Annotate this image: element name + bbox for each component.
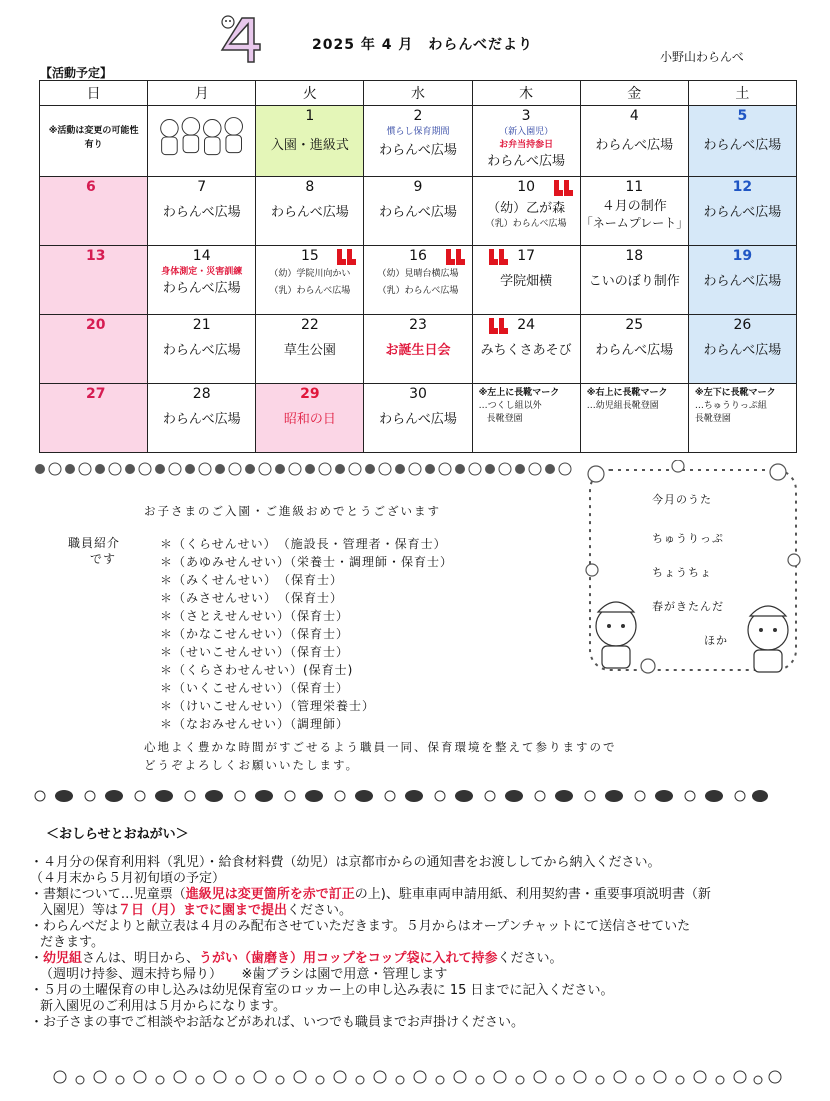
day-number: 7 [197,179,207,195]
notice-line [30,951,563,967]
day-event: お誕生日会 [385,343,451,358]
staff-item: ＊（かなこせんせい）（保育士） [160,627,350,641]
section-label: 【活動予定】 [40,66,113,80]
calendar-note: ※活動は変更の可能性有り [48,126,139,150]
day-cell-29 [256,384,364,453]
notice-line: （４月末から５月初旬頃の予定） [30,871,226,886]
greeting-text: お子さまのご入園・ご進級おめでとうございます [144,504,441,518]
closing-message [144,738,617,774]
day-cell-7 [148,177,256,246]
staff-item: ＊（あゆみせんせい）（栄養士・調理師・保育士） [160,555,454,569]
day-number: 11 [625,179,644,195]
day-event: （幼）学院川向かい [269,269,351,279]
day-number: 28 [192,386,211,402]
legend-text: ※右上に長靴マーク [586,388,668,398]
day-number: 3 [521,108,531,124]
day-cell-12 [688,177,796,246]
day-cell-13 [40,246,148,315]
legend-text: 長靴登園 [486,414,523,424]
legend-text: …ちゅうりっぷ組 [694,401,767,411]
notice-text: の上)、駐車車両申請用紙、利用契約書・重要事項説明書（新 [354,887,711,902]
notice-line: （週明け持参、週末持ち帰り） ※歯ブラシは園で用意・管理します [40,967,448,982]
notice-text: 入園児）等は [40,903,119,918]
day-event: わらんべ広場 [379,412,457,427]
day-number: 22 [300,317,319,333]
weekday-fri: 金 [580,81,688,106]
week-4 [40,315,797,384]
day-cell-8 [256,177,364,246]
notices-title: ＜おしらせとおねがい＞ [46,827,189,842]
day-cell-14 [148,246,256,315]
notice-text: ください。 [497,951,563,966]
day-number: 27 [86,386,106,402]
legend-cell-1 [472,384,580,453]
day-cell-28 [148,384,256,453]
day-event: わらんべ広場 [379,205,457,220]
organization-name: 小野山わらんべ [660,50,744,64]
day-event: 入園・進級式 [270,138,349,153]
day-event: （幼）見晴台横広場 [377,269,459,279]
day-number: 10 [517,179,536,195]
day-number: 13 [86,248,106,264]
notice-text: ・ [30,951,44,966]
boot-icon [487,317,509,335]
day-cell-16 [364,246,472,315]
notice-line [40,903,352,919]
day-cell-17 [472,246,580,315]
day-event: みちくさあそび [480,343,572,358]
day-event: わらんべ広場 [703,274,782,289]
weekday-wed: 水 [364,81,472,106]
day-number: 9 [413,179,423,195]
day-cell-6 [40,177,148,246]
legend-text: ※左下に長靴マーク [694,388,776,398]
staff-item: ＊（くらせんせい） （施設長・管理者・保育士） [160,537,447,551]
day-cell-11 [580,177,688,246]
day-number: 23 [409,317,427,333]
weekday-sat: 土 [688,81,796,106]
day-cell-27 [40,384,148,453]
day-event-sub: （乳）わらんべ広場 [485,219,567,229]
day-event: わらんべ広場 [595,138,674,153]
week-3 [40,246,797,315]
song-title: 今月のうた [652,493,712,506]
closing-line: どうぞよろしくお願いいたします。 [144,758,360,772]
day-cell-20 [40,315,148,384]
day-event: ４月の制作 [601,199,667,214]
week-5 [40,384,797,453]
notice-line: ・４月分の保育利用料（乳児）・給食材料費（幼児）は京都市からの通知書をお渡ししてから納入ください。 [30,855,661,870]
staff-intro-line: 職員紹介 [68,536,121,550]
day-number: 21 [192,317,211,333]
week-2 [40,177,797,246]
day-event: こいのぼり制作 [588,274,680,289]
boot-icon [487,248,509,266]
day-event-sub: （新入園児） [499,127,554,137]
day-event-sub2: お弁当持参日 [499,140,554,150]
day-event-sub: 慣らし保育期間 [386,127,450,137]
day-cell-21 [148,315,256,384]
day-event: 昭和の日 [283,412,336,427]
day-event-sub: 身体測定・災害訓練 [161,267,243,277]
day-number: 24 [517,317,536,333]
week-1 [40,106,797,177]
day-number: 19 [732,248,753,264]
page-title: 2025 年 4 月 わらんべだより [312,37,534,53]
day-number: 2 [413,108,423,124]
notice-line: ・お子さまの事でご相談やお話などがあれば、いつでも職員までお声掛けください。 [30,1015,525,1030]
notice-emphasis: 幼児組 [43,951,83,966]
day-cell-5 [688,106,796,177]
legend-cell-2 [580,384,688,453]
notice-line: ・５月の土曜保育の申し込みは幼児保育室のロッカー上の申し込み表に 15 日までに記入ください。 [30,983,614,998]
day-number: 14 [192,248,211,264]
song-line: ほか [704,634,728,647]
day-number: 18 [625,248,644,264]
day-cell-4 [580,106,688,177]
weekday-tue: 火 [256,81,364,106]
day-event: わらんべ広場 [162,343,241,358]
staff-intro-line: です [90,552,117,566]
day-number: 20 [86,317,106,333]
day-cell-1 [256,106,364,177]
flower-divider [30,458,580,480]
children-illustration [148,106,255,172]
day-cell-23 [364,315,472,384]
song-line: 春がきたんだ [652,600,724,613]
day-event: わらんべ広場 [703,205,782,220]
day-number: 17 [517,248,536,264]
day-number: 8 [305,179,315,195]
legend-text: ※左上に長靴マーク [478,388,560,398]
day-number: 26 [733,317,752,333]
day-number: 15 [300,248,319,264]
illustration-cell [148,106,256,177]
notice-emphasis: うがい（歯磨き）用コップをコップ袋に入れて持参 [199,951,498,966]
day-cell-19 [688,246,796,315]
staff-intro-label [68,535,120,567]
activity-calendar [39,80,797,453]
day-event: わらんべ広場 [162,412,241,427]
song-line: ちょうちょ [652,566,712,579]
notice-text: ・書類について…児童票（ [30,887,186,902]
weekday-thu: 木 [472,81,580,106]
notice-line: だきます。 [40,935,104,950]
day-event: （幼）乙が森 [487,201,566,216]
staff-item: ＊（みさせんせい） （保育士） [160,591,344,605]
day-cell-2 [364,106,472,177]
day-cell-26 [688,315,796,384]
day-cell-24 [472,315,580,384]
staff-item: ＊（さとえせんせい）（保育士） [160,609,350,623]
day-number: 30 [409,386,427,402]
notice-emphasis: ７日（月）までに園まで提出 [118,903,288,918]
day-event: 草生公園 [283,343,336,358]
big-four-decoration [212,10,262,70]
day-number: 29 [300,386,320,402]
day-event: わらんべ広場 [595,343,674,358]
day-number: 1 [305,108,315,124]
weekday-header-row [40,81,797,106]
notice-line: ・わらんべだよりと献立表は４月のみ配布させていただきます。５月からはオープンチャットにて送信させていた [30,919,691,934]
day-event: わらんべ広場 [162,205,241,220]
staff-item: ＊（せいこせんせい）（保育士） [160,645,350,659]
day-cell-30 [364,384,472,453]
weekday-sun: 日 [40,81,148,106]
day-number: 5 [737,108,748,124]
day-number: 12 [732,179,753,195]
staff-item: ＊（みくせんせい） （保育士） [160,573,344,587]
boot-icon [335,248,357,266]
day-event-sub: （乳）わらんべ広場 [269,286,351,296]
staff-item: ＊（いくこせんせい）（保育士） [160,681,350,695]
clover-divider [50,1066,790,1088]
notice-text: ください。 [287,903,353,918]
staff-item: ＊（けいこせんせい）（管理栄養士） [160,699,376,713]
day-event: 学院畑横 [500,274,553,289]
day-number: 4 [629,108,639,124]
day-cell-15 [256,246,364,315]
day-cell-18 [580,246,688,315]
legend-text: …つくし組以外 [478,401,542,411]
day-event: わらんべ広場 [703,138,782,153]
bee-divider [30,784,770,806]
day-number: 25 [625,317,644,333]
notice-text: さんは、明日から、 [82,951,200,966]
legend-text: 長靴登園 [694,414,731,424]
day-cell-3 [472,106,580,177]
notice-line: 新入園児のご利用は５月からになります。 [40,999,286,1014]
day-cell-9 [364,177,472,246]
notice-line [30,887,711,903]
legend-cell-3 [688,384,796,453]
day-number: 6 [86,179,96,195]
weekday-mon: 月 [148,81,256,106]
calendar-note-cell [40,106,148,177]
day-event: わらんべ広場 [270,205,349,220]
day-event-sub: （乳）わらんべ広場 [377,286,459,296]
day-event: わらんべ広場 [162,281,241,296]
boot-icon [552,179,574,197]
day-event: わらんべ広場 [379,143,457,158]
legend-text: …幼児組長靴登園 [586,401,659,411]
song-line: ちゅうりっぷ [652,532,724,545]
closing-line: 心地よく豊かな時間がすごせるよう職員一同、保育環境を整えて参りますので [144,740,617,754]
day-event: わらんべ広場 [487,154,565,169]
day-cell-22 [256,315,364,384]
day-cell-25 [580,315,688,384]
boot-icon [444,248,466,266]
day-cell-10 [472,177,580,246]
notice-emphasis: 進級児は変更箇所を赤で訂正 [185,887,355,902]
staff-item: ＊（くらさわせんせい）(保育士) [160,663,354,677]
staff-item: ＊（なおみせんせい）（調理師） [160,717,350,731]
day-number: 16 [409,248,427,264]
day-event-2: 「ネームプレート」 [580,216,689,230]
day-event: わらんべ広場 [703,343,782,358]
